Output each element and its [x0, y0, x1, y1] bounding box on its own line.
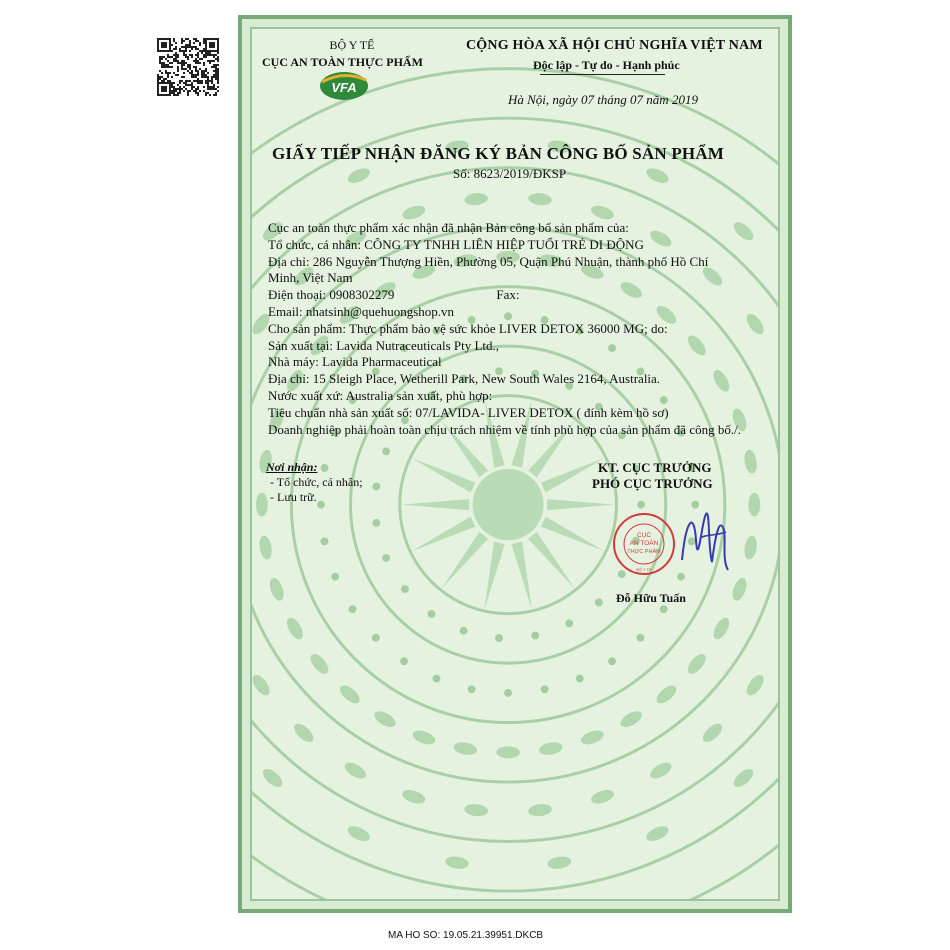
national-motto: Độc lập - Tự do - Hạnh phúc [533, 58, 680, 72]
republic-heading: CỘNG HÒA XÃ HỘI CHỦ NGHĨA VIỆT NAM [466, 38, 763, 53]
vfa-logo [318, 68, 370, 102]
phone: Điện thoại: 0908302279 [268, 287, 395, 303]
agency-name: CỤC AN TOÀN THỰC PHẨM [262, 55, 423, 69]
issue-date: Hà Nội, ngày 07 tháng 07 năm 2019 [508, 92, 698, 107]
recipient-item: - Lưu trữ. [270, 490, 317, 504]
body-line: Sản xuất tại: Lavida Nutraceuticals Pty Ltd., [268, 337, 500, 353]
official-seal [612, 512, 676, 576]
signer-name: Đỗ Hữu Tuấn [616, 591, 686, 605]
body-line: Nhà máy: Lavida Pharmaceutical [268, 354, 442, 370]
qr-code [157, 38, 219, 96]
body-line: Địa chỉ: 15 Sleigh Place, Wetherill Park, New South Wales 2164, Australia. [268, 371, 661, 387]
recipient-item: - Tổ chức, cá nhân; [270, 475, 363, 489]
body-line: Địa chỉ: 286 Nguyễn Thượng Hiền, Phường 05, Quận Phú Nhuận, thành phố Hồ Chí [268, 253, 709, 269]
motto-underline [540, 74, 665, 75]
body-line: Cục an toàn thực phẩm xác nhận đã nhận Bản công bố sản phẩm của: [268, 220, 629, 235]
handwritten-signature [676, 500, 736, 580]
body-line: Doanh nghiệp phải hoàn toàn chịu trách nhiệm về tính phù hợp của sản phẩm đã công bố./. [268, 421, 741, 437]
email-line: Email: nhatsinh@quehuongshop.vn [268, 303, 455, 319]
body-line: Tổ chức, cá nhân: CÔNG TY TNHH LIÊN HIỆP TUỔI TRẺ DI ĐỘNG [268, 236, 644, 252]
body-line: Cho sản phẩm: Thực phẩm bảo vệ sức khỏe LIVER DETOX 36000 MG; do: [268, 320, 668, 336]
fax-label: Fax: [496, 287, 520, 303]
ministry-name: BỘ Y TẾ [329, 38, 375, 52]
file-code: MA HO SO: 19.05.21.39951.DKCB [388, 930, 544, 941]
document-body [268, 220, 768, 438]
body-line: Minh, Việt Nam [268, 270, 353, 286]
body-line: Nước xuất xứ: Australia sản xuất, phù hợp: [268, 387, 493, 403]
signature-title: KT. CỤC TRƯỞNG [598, 460, 712, 475]
recipients-heading: Nơi nhận: [266, 460, 318, 474]
phone-line [268, 287, 768, 304]
document-title: GIẤY TIẾP NHẬN ĐĂNG KÝ BẢN CÔNG BỐ SẢN PHẨM [272, 144, 725, 163]
document-number: Số: 8623/2019/ĐKSP [453, 166, 567, 181]
signature-subtitle: PHÓ CỤC TRƯỞNG [592, 476, 713, 491]
seal-text-mid: AN TOÀN [629, 540, 659, 547]
logo-text: VFA [331, 80, 357, 95]
seal-text-bottom: THỰC PHẨM [627, 549, 661, 555]
body-line: Tiêu chuẩn nhà sản xuất số: 07/LAVIDA- LIVER DETOX ( đính kèm hồ sơ) [268, 404, 669, 420]
seal-text-ring: BỘ Y TẾ [636, 567, 652, 572]
seal-text-top: CỤC [636, 532, 652, 539]
